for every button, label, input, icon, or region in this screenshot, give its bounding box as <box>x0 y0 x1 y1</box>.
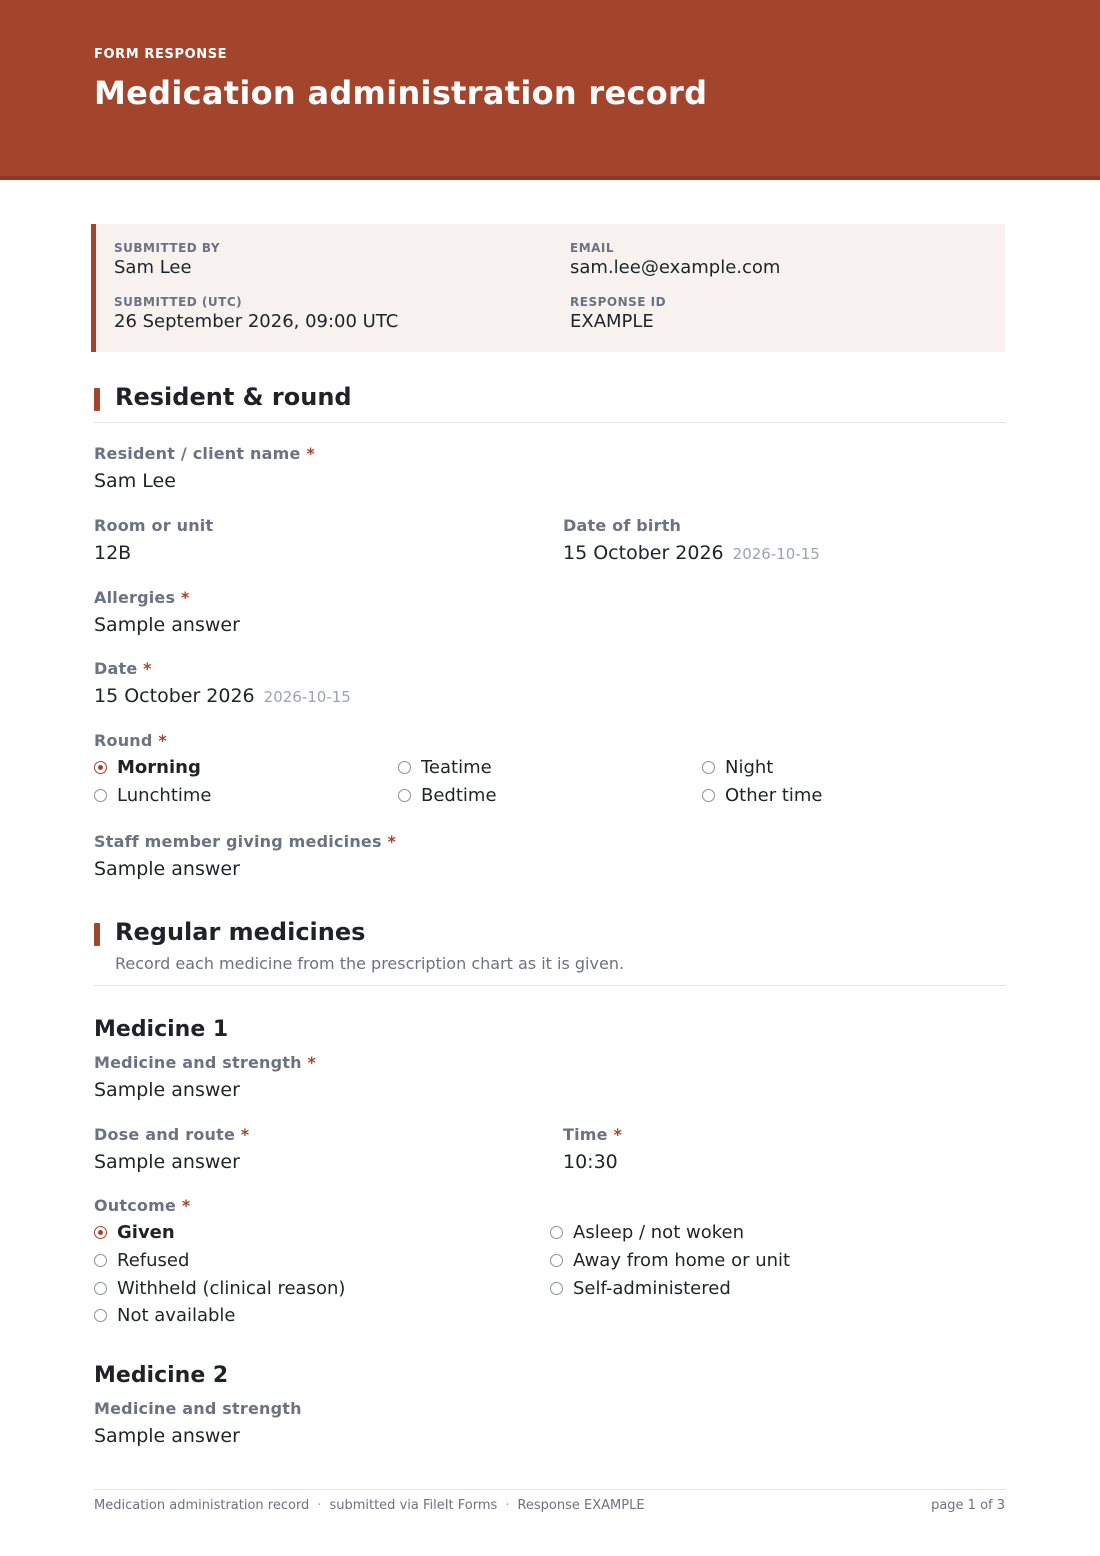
date-iso: 2026-10-15 <box>263 688 351 706</box>
field-allergies <box>94 588 240 636</box>
required-marker: * <box>306 444 315 463</box>
date-long: 15 October 2026 <box>563 542 724 564</box>
field-value: Sample answer <box>94 614 240 636</box>
section-accent-bar <box>94 388 100 411</box>
radio-empty-icon <box>94 1282 107 1295</box>
field-value <box>563 542 820 564</box>
medicine-1-heading: Medicine 1 <box>94 1017 229 1042</box>
required-marker: * <box>240 1125 250 1144</box>
field-value: Sample answer <box>94 1079 240 1101</box>
section-resident-round <box>94 383 1006 426</box>
radio-selected-icon <box>94 761 107 774</box>
section-title: Regular medicines <box>115 918 366 946</box>
outcome-option-asleep[interactable]: Asleep / not woken <box>550 1222 744 1243</box>
round-option-lunchtime[interactable]: Lunchtime <box>94 785 212 806</box>
header-banner <box>0 0 1100 180</box>
outcome-option-not-available[interactable]: Not available <box>94 1305 236 1326</box>
round-option-night[interactable]: Night <box>702 757 773 778</box>
field-medicine-2-strength <box>94 1399 302 1447</box>
response-id-value: EXAMPLE <box>570 311 654 332</box>
field-label: Allergies * <box>94 588 190 607</box>
date-long: 15 October 2026 <box>94 685 255 707</box>
page-number: page 1 of 3 <box>931 1498 1005 1513</box>
required-marker: * <box>181 588 190 607</box>
email-label: EMAIL <box>570 241 615 255</box>
field-medicine-1-time <box>563 1125 622 1173</box>
field-medicine-1-dose <box>94 1125 249 1173</box>
response-id <box>570 295 666 332</box>
section-title: Resident & round <box>115 383 352 411</box>
date-iso: 2026-10-15 <box>732 545 820 563</box>
field-room <box>94 516 213 564</box>
field-value: Sam Lee <box>94 470 176 492</box>
round-option-morning[interactable]: Morning <box>94 757 201 778</box>
required-marker: * <box>307 1053 317 1072</box>
outcome-option-away[interactable]: Away from home or unit <box>550 1250 790 1271</box>
medicine-2-heading: Medicine 2 <box>94 1363 229 1388</box>
required-marker: * <box>387 832 397 851</box>
section-description: Record each medicine from the prescription chart as it is given. <box>115 954 625 973</box>
submitted-utc-label: SUBMITTED (UTC) <box>114 295 243 309</box>
field-resident-name <box>94 444 315 492</box>
section-divider <box>94 985 1006 986</box>
email-value: sam.lee@example.com <box>570 257 781 278</box>
footer-separator: · <box>505 1498 510 1513</box>
response-id-label: RESPONSE ID <box>570 295 667 309</box>
required-marker: * <box>613 1125 623 1144</box>
radio-empty-icon <box>550 1226 563 1239</box>
footer-via: submitted via FileIt Forms <box>329 1498 498 1513</box>
submitted-by <box>114 241 220 278</box>
field-medicine-1-outcome <box>94 1196 190 1215</box>
section-regular-medicines <box>94 918 1006 987</box>
field-value <box>94 685 351 707</box>
field-staff-member <box>94 832 396 880</box>
outcome-option-withheld[interactable]: Withheld (clinical reason) <box>94 1278 345 1299</box>
radio-empty-icon <box>398 761 411 774</box>
radio-empty-icon <box>702 761 715 774</box>
radio-empty-icon <box>550 1282 563 1295</box>
required-marker: * <box>143 659 152 678</box>
field-label: Resident / client name * <box>94 444 315 463</box>
outcome-option-refused[interactable]: Refused <box>94 1250 189 1271</box>
radio-empty-icon <box>94 789 107 802</box>
email <box>570 241 780 278</box>
required-marker: * <box>158 731 167 750</box>
radio-empty-icon <box>94 1309 107 1322</box>
form-title: Medication administration record <box>94 74 708 112</box>
section-divider <box>94 422 1006 423</box>
outcome-option-self-administered[interactable]: Self-administered <box>550 1278 731 1299</box>
field-label: Outcome * <box>94 1196 191 1215</box>
field-date-of-birth <box>563 516 820 564</box>
radio-empty-icon <box>94 1254 107 1267</box>
field-date <box>94 659 351 707</box>
round-option-bedtime[interactable]: Bedtime <box>398 785 497 806</box>
field-label: Time * <box>563 1125 623 1144</box>
field-value: 10:30 <box>563 1151 618 1173</box>
footer-divider <box>94 1489 1006 1490</box>
radio-empty-icon <box>702 789 715 802</box>
section-accent-bar <box>94 923 100 946</box>
field-round <box>94 731 167 750</box>
field-label: Round * <box>94 731 167 750</box>
submission-meta-panel <box>91 224 1005 352</box>
submitted-by-value: Sam Lee <box>114 257 192 278</box>
field-label: Medicine and strength * <box>94 1053 317 1072</box>
field-label: Date * <box>94 659 152 678</box>
form-kicker: FORM RESPONSE <box>94 47 228 62</box>
footer-separator: · <box>317 1498 322 1513</box>
radio-empty-icon <box>550 1254 563 1267</box>
footer-form-name: Medication administration record <box>94 1498 310 1513</box>
submitted-utc-value: 26 September 2026, 09:00 UTC <box>114 311 399 332</box>
round-option-teatime[interactable]: Teatime <box>398 757 492 778</box>
field-value: Sample answer <box>94 858 240 880</box>
submitted-by-label: SUBMITTED BY <box>114 241 221 255</box>
field-value: Sample answer <box>94 1151 240 1173</box>
field-label: Staff member giving medicines * <box>94 832 397 851</box>
outcome-option-given[interactable]: Given <box>94 1222 175 1243</box>
field-medicine-1-strength <box>94 1053 316 1101</box>
field-value: Sample answer <box>94 1425 240 1447</box>
field-label: Dose and route * <box>94 1125 250 1144</box>
radio-empty-icon <box>398 789 411 802</box>
round-option-other-time[interactable]: Other time <box>702 785 823 806</box>
required-marker: * <box>181 1196 191 1215</box>
field-label: Medicine and strength <box>94 1399 302 1418</box>
field-label: Room or unit <box>94 516 214 535</box>
footer-response: Response EXAMPLE <box>517 1498 645 1513</box>
submitted-utc <box>114 295 398 332</box>
radio-selected-icon <box>94 1226 107 1239</box>
field-value: 12B <box>94 542 132 564</box>
field-label: Date of birth <box>563 516 682 535</box>
footer-info <box>94 1498 645 1513</box>
